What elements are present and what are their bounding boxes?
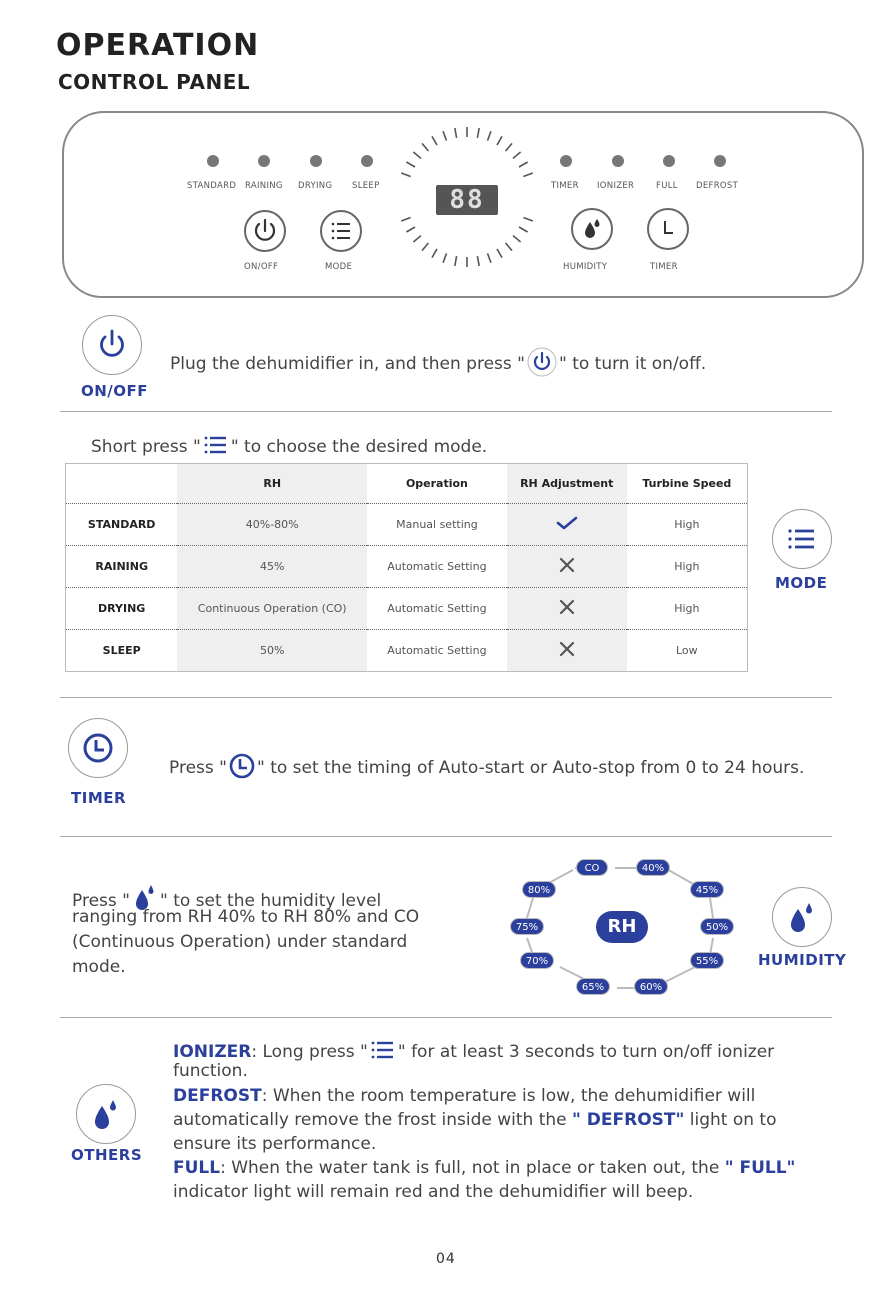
defrost-text-after: light on to	[684, 1110, 777, 1130]
indicator-label-defrost: DEFROST	[696, 181, 739, 191]
table-row	[66, 630, 748, 672]
panel-onoff-button	[244, 210, 286, 252]
onoff-section-label: ON/OFF	[81, 382, 149, 400]
full-text-before: : When the water tank is full, not in place or taken out, the	[220, 1158, 725, 1178]
cross-icon	[558, 556, 576, 574]
row-adjustment	[507, 504, 627, 546]
page-number: 04	[436, 1251, 456, 1267]
power-icon	[92, 325, 132, 365]
defrost-line2	[173, 1110, 777, 1130]
indicator-label-full: FULL	[656, 181, 678, 191]
timer-instruction	[169, 751, 804, 781]
dial-tick	[488, 253, 491, 262]
column-header-rh: RH	[177, 464, 367, 504]
dial-tick	[413, 152, 421, 158]
table-header-row	[66, 464, 748, 504]
table-row	[66, 588, 748, 630]
dial-tick	[455, 256, 457, 266]
dial-tick	[432, 136, 437, 145]
indicator-light-full	[663, 155, 675, 167]
menu-icon	[368, 1037, 398, 1063]
row-speed: High	[627, 504, 748, 546]
humidity-level-40: 40%	[636, 859, 670, 876]
onoff-text-before: Plug the dehumidifier in, and then press "	[170, 354, 525, 374]
panel-timer-label: TIMER	[650, 262, 678, 272]
divider	[60, 1017, 832, 1018]
dial-tick	[432, 249, 437, 258]
onoff-button-illustration	[82, 315, 142, 375]
dial-tick	[406, 162, 415, 167]
panel-humidity-button	[571, 208, 613, 250]
full-line1	[173, 1158, 795, 1178]
divider	[60, 411, 832, 412]
checkmark-icon	[555, 514, 579, 532]
humidity-level-50: 50%	[700, 918, 734, 935]
row-adjustment	[507, 630, 627, 672]
full-title: FULL	[173, 1158, 221, 1178]
panel-mode-button	[320, 210, 362, 252]
dial-tick	[513, 152, 521, 158]
row-rh: Continuous Operation (CO)	[177, 588, 367, 630]
row-speed: High	[627, 588, 748, 630]
row-rh: 50%	[177, 630, 367, 672]
humidity-level-55: 55%	[690, 952, 724, 969]
dial-tick	[406, 227, 415, 232]
ionizer-text-before: : Long press "	[251, 1042, 368, 1062]
defrost-line3: ensure its performance.	[173, 1134, 377, 1154]
dial-tick	[513, 236, 521, 242]
column-header-turbine-speed: Turbine Speed	[642, 477, 732, 490]
indicator-label-raining: RAINING	[245, 181, 283, 191]
row-speed: High	[627, 546, 748, 588]
mode-instruction	[91, 432, 487, 458]
panel-humidity-label: HUMIDITY	[563, 262, 608, 272]
onoff-text-after: " to turn it on/off.	[558, 354, 707, 374]
others-button-illustration	[76, 1084, 136, 1144]
humidity-level-45: 45%	[690, 881, 724, 898]
indicator-light-standard	[207, 155, 219, 167]
dial-tick	[477, 256, 479, 266]
humidity-level-80: 80%	[522, 881, 556, 898]
indicator-label-timer: TIMER	[551, 181, 579, 191]
humidity-instruction-line3: (Continuous Operation) under standard	[72, 932, 408, 952]
menu-icon	[201, 432, 231, 458]
humidity-text-after: " to set the humidity level	[159, 891, 382, 911]
dial-tick	[488, 131, 491, 140]
dial-tick	[523, 218, 532, 221]
defrost-quote: " DEFROST"	[572, 1110, 685, 1130]
droplet-icon	[88, 1095, 124, 1133]
dial-tick	[477, 128, 479, 138]
timer-text-before: Press "	[169, 758, 227, 778]
indicator-light-sleep	[361, 155, 373, 167]
row-adjustment	[507, 546, 627, 588]
row-mode: DRYING	[66, 588, 178, 630]
menu-icon	[784, 524, 820, 554]
row-rh: 40%-80%	[177, 504, 367, 546]
indicator-light-raining	[258, 155, 270, 167]
humidity-text-before: Press "	[72, 891, 130, 911]
dial-tick	[506, 243, 512, 251]
humidity-level-70: 70%	[520, 952, 554, 969]
row-operation: Automatic Setting	[367, 630, 507, 672]
divider	[60, 697, 832, 698]
mode-table	[65, 463, 748, 672]
divider	[60, 836, 832, 837]
row-mode: STANDARD	[66, 504, 178, 546]
row-operation: Manual setting	[367, 504, 507, 546]
indicator-light-ionizer	[612, 155, 624, 167]
onoff-instruction	[170, 347, 706, 377]
dial-tick	[422, 243, 428, 251]
droplet-icon	[573, 210, 611, 248]
dial-tick	[497, 136, 502, 145]
mode-button-illustration	[772, 509, 832, 569]
indicator-label-sleep: SLEEP	[352, 181, 380, 191]
timer-section-label: TIMER	[71, 789, 127, 807]
page-subtitle: CONTROL PANEL	[58, 70, 251, 94]
menu-icon	[322, 212, 360, 250]
full-line2: indicator light will remain red and the dehumidifier will beep.	[173, 1182, 694, 1202]
clock-icon	[81, 731, 115, 765]
row-operation: Automatic Setting	[367, 546, 507, 588]
cross-icon	[558, 598, 576, 616]
mode-text-before: Short press "	[91, 437, 201, 457]
timer-button-illustration	[68, 718, 128, 778]
others-section-label: OTHERS	[71, 1146, 143, 1164]
humidity-instruction-line2: ranging from RH 40% to RH 80% and CO	[72, 907, 420, 927]
humidity-section-label: HUMIDITY	[758, 951, 847, 969]
dial-tick	[506, 143, 512, 151]
dial-tick	[497, 249, 502, 258]
row-speed: Low	[627, 630, 748, 672]
indicator-light-timer	[560, 155, 572, 167]
dial-tick	[519, 162, 528, 167]
column-header-operation: Operation	[405, 477, 468, 490]
full-quote: " FULL"	[724, 1158, 796, 1178]
droplet-icon	[784, 898, 820, 936]
table-row	[66, 504, 748, 546]
cross-icon	[558, 640, 576, 658]
row-mode: SLEEP	[66, 630, 178, 672]
indicator-label-standard: STANDARD	[187, 181, 237, 191]
dial-tick	[519, 227, 528, 232]
indicator-light-drying	[310, 155, 322, 167]
column-header-rh-adjustment: RH Adjustment	[507, 464, 627, 504]
humidity-button-illustration	[772, 887, 832, 947]
table-row	[66, 546, 748, 588]
column-header	[66, 464, 178, 504]
dial-tick	[413, 236, 421, 242]
dial-tick	[401, 173, 410, 176]
row-rh: 45%	[177, 546, 367, 588]
humidity-instruction-line4: mode.	[72, 957, 126, 977]
indicator-label-ionizer: IONIZER	[597, 181, 635, 191]
clock-icon	[227, 751, 257, 781]
defrost-text-before: automatically remove the frost inside with the	[173, 1110, 572, 1130]
timer-text-after: " to set the timing of Auto-start or Auto-stop from 0 to 24 hours.	[256, 758, 805, 778]
ionizer-line2: function.	[173, 1061, 248, 1081]
dial-tick	[455, 128, 457, 138]
humidity-dial-center: RH	[596, 911, 648, 943]
ionizer-line1	[173, 1037, 774, 1063]
dial-tick	[443, 253, 446, 262]
dial-tick	[443, 131, 446, 140]
dial-tick	[422, 143, 428, 151]
page-title: OPERATION	[56, 28, 260, 63]
row-mode: RAINING	[66, 546, 178, 588]
panel-timer-button	[647, 208, 689, 250]
humidity-level-60: 60%	[634, 978, 668, 995]
panel-mode-label: MODE	[325, 262, 353, 272]
dial-tick	[523, 173, 532, 176]
indicator-label-drying: DRYING	[298, 181, 333, 191]
mode-section-label: MODE	[775, 574, 828, 592]
defrost-line1	[173, 1086, 755, 1106]
defrost-title: DEFROST	[173, 1086, 262, 1106]
row-operation: Automatic Setting	[367, 588, 507, 630]
row-adjustment	[507, 588, 627, 630]
humidity-level-75: 75%	[510, 918, 544, 935]
defrost-text: : When the room temperature is low, the dehumidifier will	[261, 1086, 756, 1106]
digital-display: 88	[436, 185, 498, 215]
power-icon	[525, 347, 559, 377]
ionizer-title: IONIZER	[173, 1042, 252, 1062]
humidity-level-co: CO	[576, 859, 608, 876]
mode-text-after: " to choose the desired mode.	[230, 437, 488, 457]
power-icon	[246, 212, 284, 250]
panel-onoff-label: ON/OFF	[244, 262, 279, 272]
ionizer-text-after: " for at least 3 seconds to turn on/off ionizer	[397, 1042, 775, 1062]
indicator-light-defrost	[714, 155, 726, 167]
dial-tick	[401, 218, 410, 221]
timer-icon	[649, 210, 687, 248]
humidity-level-65: 65%	[576, 978, 610, 995]
